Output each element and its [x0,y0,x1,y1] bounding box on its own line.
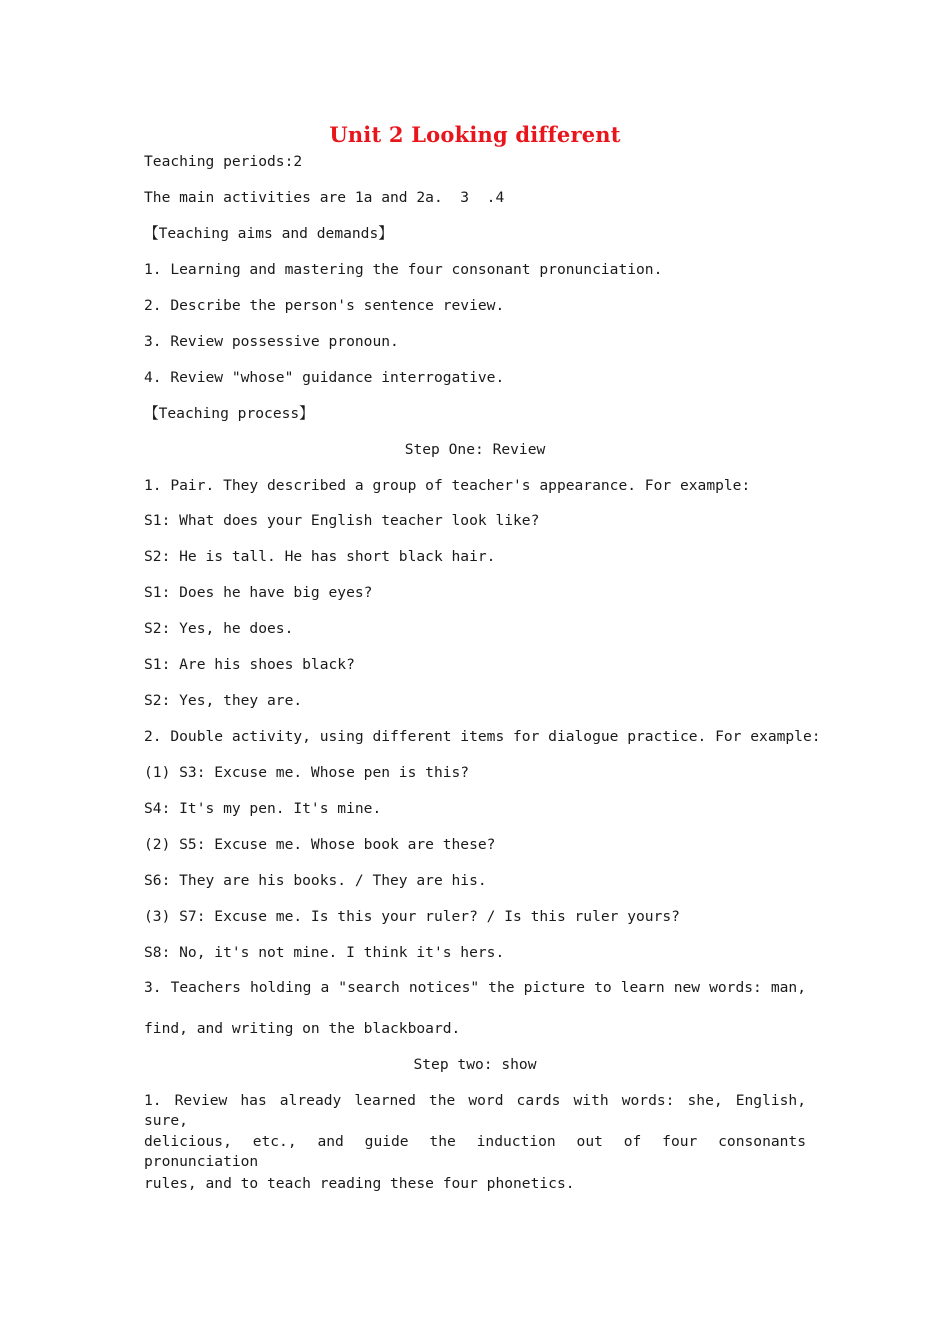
aim-item-3: 3. Review possessive pronoun. [144,333,399,350]
dialogue-line: S2: Yes, he does. [144,620,294,637]
dialogue-line: S1: What does your English teacher look like? [144,512,540,529]
section-heading-aims: 【Teaching aims and demands】 [144,225,393,242]
step-one-heading: Step One: Review [404,441,546,458]
section-heading-process: 【Teaching process】 [144,405,314,422]
aim-item-4: 4. Review "whose" guidance interrogative. [144,369,505,386]
aim-item-2: 2. Describe the person's sentence review. [144,297,505,314]
aim-item-1: 1. Learning and mastering the four consonant pronunciation. [144,261,663,278]
document-title: Unit 2 Looking different [329,122,621,147]
paragraph-line: delicious, etc., and guide the induction out of four consonants pronunciation [144,1133,806,1170]
dialogue-line: S8: No, it's not mine. I think it's hers. [144,944,505,961]
dialogue-line: (2) S5: Excuse me. Whose book are these? [144,836,496,853]
dialogue-line: S1: Does he have big eyes? [144,584,373,601]
dialogue-line: S2: Yes, they are. [144,692,303,709]
paragraph-line: 2. Double activity, using different items for dialogue practice. For example: [144,728,821,745]
dialogue-line: (3) S7: Excuse me. Is this your ruler? / Is this ruler yours? [144,908,680,925]
step-two-heading: Step two: show [413,1056,537,1073]
paragraph-line: 3. Teachers holding a "search notices" the picture to learn new words: man, [144,979,806,996]
dialogue-line: S6: They are his books. / They are his. [144,872,487,889]
paragraph-line: 1. Pair. They described a group of teacher's appearance. For example: [144,477,751,494]
paragraph-line: rules, and to teach reading these four phonetics. [144,1175,575,1192]
dialogue-line: S1: Are his shoes black? [144,656,355,673]
dialogue-line: (1) S3: Excuse me. Whose pen is this? [144,764,470,781]
teaching-periods: Teaching periods:2 [144,153,303,170]
dialogue-line: S2: He is tall. He has short black hair. [144,548,496,565]
main-activities: The main activities are 1a and 2a. 3 .4 [144,189,505,206]
dialogue-line: S4: It's my pen. It's mine. [144,800,382,817]
paragraph-line: 1. Review has already learned the word cards with words: she, English, sure, [144,1092,806,1129]
paragraph-line: find, and writing on the blackboard. [144,1020,461,1037]
